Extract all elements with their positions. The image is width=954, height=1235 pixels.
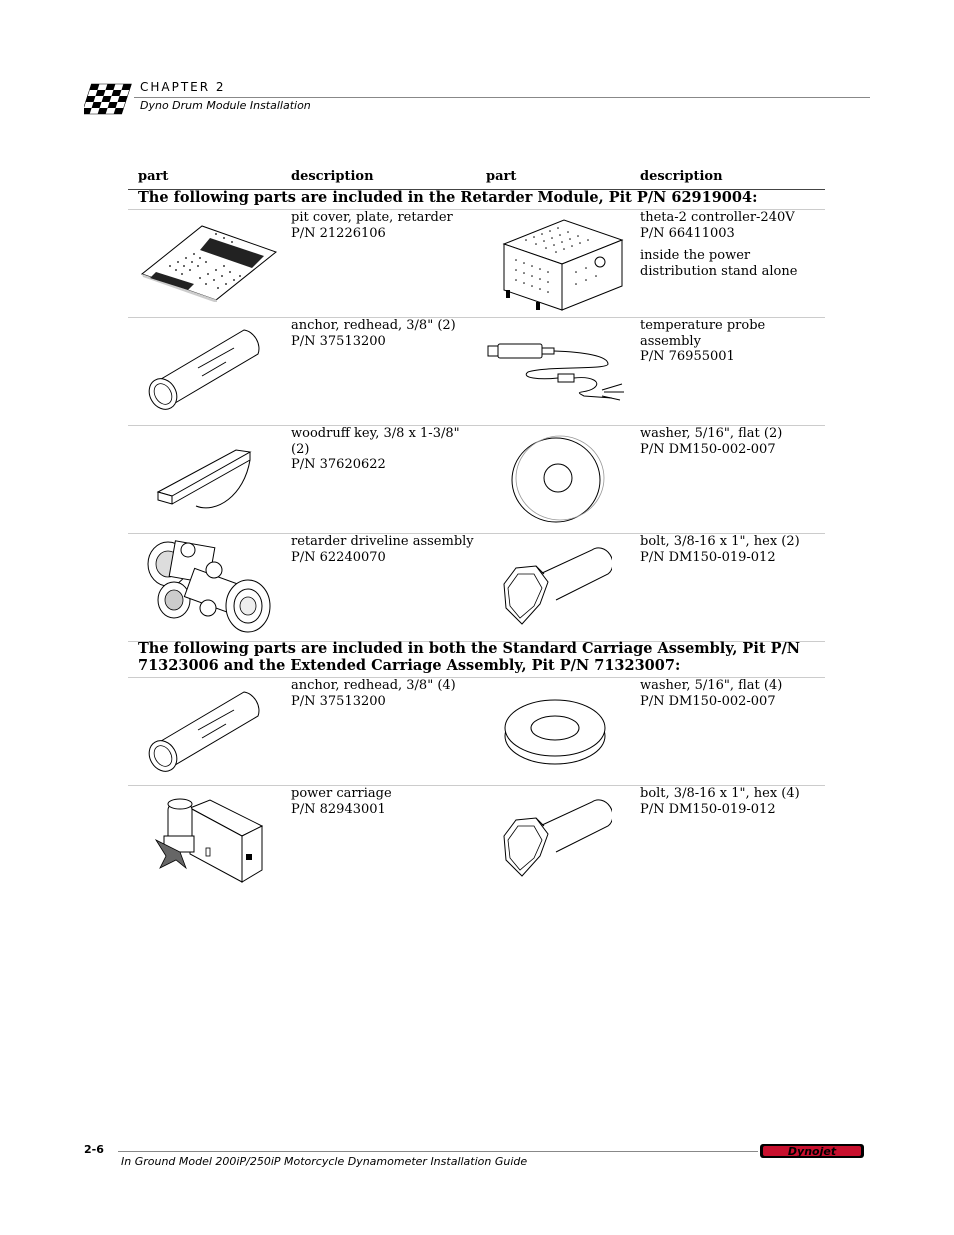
anchor-icon (146, 686, 266, 776)
part-name: retarder driveline assembly (291, 534, 474, 549)
footer-rule (118, 1151, 758, 1152)
temperature-probe-icon (484, 340, 630, 406)
power-carriage-icon (150, 796, 266, 884)
part-name: anchor, redhead, 3/8" (2) (291, 318, 456, 333)
hex-bolt-icon (500, 796, 612, 880)
part-number: P/N DM150-019-012 (640, 549, 776, 565)
part-description (291, 678, 481, 709)
column-header-part: part (138, 169, 169, 184)
part-description (640, 426, 830, 457)
part-description (291, 534, 481, 565)
hex-bolt-icon (500, 544, 612, 628)
part-number: P/N 82943001 (291, 801, 386, 817)
part-number: P/N 62240070 (291, 549, 386, 565)
part-description (291, 426, 481, 473)
part-number: P/N 37513200 (291, 693, 386, 709)
svg-text:Dynojet: Dynojet (787, 1145, 837, 1158)
part-name: washer, 5/16", flat (4) (640, 678, 783, 693)
part-name: bolt, 3/8-16 x 1", hex (2) (640, 534, 800, 549)
part-number: P/N DM150-019-012 (640, 801, 776, 817)
part-number: P/N DM150-002-007 (640, 693, 776, 709)
part-name: washer, 5/16", flat (2) (640, 426, 783, 441)
woodruff-key-icon (156, 442, 254, 514)
part-note: inside the power distribution stand alone (640, 248, 798, 279)
part-number: P/N DM150-002-007 (640, 441, 776, 457)
part-description (640, 210, 830, 279)
chapter-label: CHAPTER 2 (140, 80, 226, 94)
column-header-part: part (486, 169, 517, 184)
column-header-description: description (291, 169, 374, 184)
dynojet-logo (760, 1142, 864, 1160)
part-number: P/N 66411003 (640, 225, 735, 241)
part-name: pit cover, plate, retarder (291, 210, 453, 225)
part-description (640, 678, 830, 709)
checkered-flag-icon (84, 76, 132, 120)
part-name: theta-2 controller-240V (640, 210, 795, 225)
pit-cover-plate-icon (140, 222, 278, 302)
controller-box-icon (496, 214, 626, 312)
footer-title: In Ground Model 200iP/250iP Motorcycle Dynamometer Installation Guide (121, 1155, 528, 1168)
part-name: woodruff key, 3/8 x 1-3/8" (2) (291, 426, 460, 457)
part-name: temperature probe assembly (640, 318, 766, 349)
part-number: P/N 37513200 (291, 333, 386, 349)
part-description (640, 786, 830, 817)
part-number: P/N 37620622 (291, 457, 386, 472)
part-number: P/N 21226106 (291, 225, 386, 241)
part-name: power carriage (291, 786, 392, 801)
anchor-icon (146, 324, 266, 414)
part-description (291, 318, 481, 349)
part-description (640, 534, 830, 565)
part-name: anchor, redhead, 3/8" (4) (291, 678, 456, 693)
part-description (291, 210, 481, 241)
column-header-description: description (640, 169, 723, 184)
driveline-assembly-icon (138, 536, 276, 638)
chapter-subtitle: Dyno Drum Module Installation (140, 99, 311, 112)
header-rule (134, 97, 870, 98)
section-title: The following parts are included in both the Standard Carriage Assembly, Pit P/N 71323006 and the Extended Carriage Assembly, Pit P/N 71323007: (138, 640, 801, 674)
part-name: bolt, 3/8-16 x 1", hex (4) (640, 786, 800, 801)
washer-icon (502, 696, 608, 768)
page-number: 2-6 (84, 1143, 104, 1156)
washer-icon (508, 432, 608, 524)
part-number: P/N 76955001 (640, 349, 735, 364)
part-description (640, 318, 830, 365)
part-description (291, 786, 481, 817)
section-title: The following parts are included in the Retarder Module, Pit P/N 62919004: (138, 189, 758, 206)
